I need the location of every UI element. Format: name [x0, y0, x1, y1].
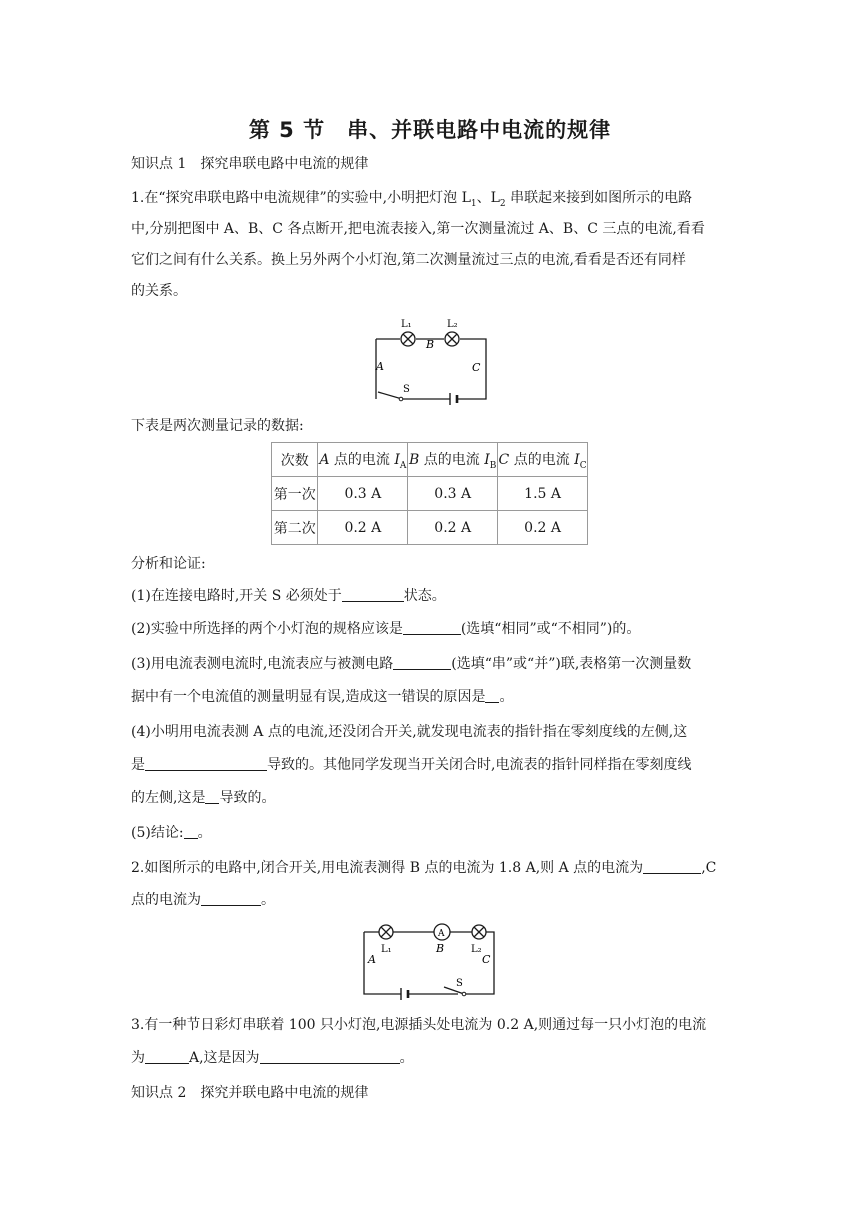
sub-question-3 — [131, 650, 731, 678]
fig1-label-B: B — [426, 338, 435, 351]
q3-text-b: 为 — [131, 1050, 145, 1066]
sq3-text-a: (3)用电流表测电流时,电流表应与被测电路 — [131, 656, 394, 672]
data-table — [271, 442, 588, 545]
sq3-text-b: (选填“串”或“并”)联,表格第一次测量数 — [451, 656, 692, 672]
sq5-text-b: 。 — [197, 825, 212, 841]
sq3-text-c: 据中有一个电流值的测量明显有误,造成这一错误的原因是 — [131, 689, 486, 705]
fig2-label-A: A — [368, 953, 376, 966]
fig1-label-A: A — [376, 360, 384, 373]
answer-blank[interactable] — [342, 586, 404, 602]
series-circuit-diagram-2 — [360, 918, 500, 1000]
header-sub-b: B — [489, 460, 497, 471]
table-cell: 第二次 — [272, 511, 318, 545]
fig1-label-S: S — [403, 384, 410, 395]
page-title: 第 5 节 串、并联电路中电流的规律 — [248, 118, 612, 142]
table-cell: 0.3 A — [318, 477, 408, 511]
sq4-text-e: 导致的。 — [219, 790, 276, 806]
q2-text-b: ,C — [701, 860, 717, 876]
sub-question-4-cont2 — [131, 784, 731, 812]
answer-blank[interactable] — [260, 1048, 400, 1064]
answer-blank[interactable] — [145, 755, 267, 771]
table-header-cell: 次数 — [272, 443, 318, 477]
table-cell: 第一次 — [272, 477, 318, 511]
fig1-label-L1: L₁ — [401, 319, 412, 330]
sub-question-1 — [131, 582, 731, 610]
answer-blank[interactable] — [393, 654, 451, 670]
table-row — [272, 511, 588, 545]
table-header-cell: C 点的电流 $I_C$ — [498, 443, 588, 477]
sq4-text-c: 导致的。其他同学发现当开关闭合时,电流表的指针同样指在零刻度线 — [267, 757, 692, 773]
table-cell: 1.5 A — [498, 477, 588, 511]
analysis-heading: 分析和论证: — [131, 556, 206, 572]
sq4-text-b: 是 — [131, 757, 145, 773]
sq1-text-b: 状态。 — [403, 588, 446, 604]
answer-blank[interactable] — [643, 858, 701, 874]
sq3-text-d: 。 — [499, 689, 514, 705]
q1-text-c: 串联起来接到如图所示的电路 — [505, 190, 693, 206]
q1-line-4: 的关系。 — [131, 283, 187, 299]
section-heading-2: 知识点 2 探究并联电路中电流的规律 — [131, 1085, 369, 1101]
q3-line-1: 3.有一种节日彩灯串联着 100 只小灯泡,电源插头处电流为 0.2 A,则通过每一只小灯泡的电流 — [131, 1017, 707, 1033]
sq4-text-d: 的左侧,这是 — [131, 790, 206, 806]
answer-blank[interactable] — [485, 687, 499, 703]
table-cell: 0.2 A — [318, 511, 408, 545]
fig2-label-S: S — [456, 978, 463, 989]
q3-line-2 — [131, 1044, 731, 1072]
ammeter-symbol: A — [438, 929, 445, 939]
fig2-label-C: C — [482, 953, 491, 966]
q1-line-2: 中,分别把图中 A、B、C 各点断开,把电流表接入,第一次测量流过 A、B、C 三点的电流,看看 — [131, 221, 705, 237]
q2-text-a: 2.如图所示的电路中,闭合开关,用电流表测得 B 点的电流为 1.8 A,则 A 点的电流为 — [131, 860, 644, 876]
q3-text-c: A,这是因为 — [189, 1050, 260, 1066]
answer-blank[interactable] — [201, 890, 261, 906]
table-row — [272, 477, 588, 511]
q1-line-3: 它们之间有什么关系。换上另外两个小灯泡,第二次测量流过三点的电流,看看是否还有同样 — [131, 252, 686, 268]
table-cell: 0.2 A — [408, 511, 498, 545]
q2-text-c: 点的电流为 — [131, 892, 201, 908]
table-intro: 下表是两次测量记录的数据: — [131, 418, 304, 434]
q1-sub-1: 1 — [470, 198, 477, 209]
fig1-label-C: C — [472, 361, 481, 374]
answer-blank[interactable] — [145, 1048, 189, 1064]
answer-blank[interactable] — [184, 823, 198, 839]
q3-text-d: 。 — [399, 1050, 414, 1066]
answer-blank[interactable] — [205, 788, 219, 804]
sub-question-2 — [131, 615, 731, 643]
sub-question-4-cont — [131, 751, 731, 779]
section-heading-1: 知识点 1 探究串联电路中电流的规律 — [131, 156, 369, 172]
fig2-label-L2: L₂ — [471, 944, 482, 955]
table-header-row — [272, 443, 588, 477]
table-cell: 0.3 A — [408, 477, 498, 511]
sub-question-3-cont — [131, 683, 731, 711]
q1-text-a: 1.在“探究串联电路中电流规律”的实验中,小明把灯泡 L — [131, 190, 471, 206]
sub-question-5 — [131, 819, 731, 847]
sq2-text-b: (选填“相同”或“不相同”)的。 — [460, 621, 641, 637]
sq1-text-a: (1)在连接电路时,开关 S 必须处于 — [131, 588, 342, 604]
table-header-cell: B 点的电流 $I_B$ — [408, 443, 498, 477]
fig2-label-L1: L₁ — [381, 944, 392, 955]
q1-line-1 — [131, 184, 731, 218]
answer-blank[interactable] — [403, 619, 461, 635]
table-header-cell: A 点的电流 $I_A$ — [318, 443, 408, 477]
header-sub-c: C — [579, 460, 587, 471]
q2-line-1 — [131, 854, 731, 882]
sq5-text-a: (5)结论: — [131, 825, 184, 841]
fig2-label-B: B — [436, 942, 445, 955]
table-cell: 0.2 A — [498, 511, 588, 545]
q1-sub-2: 2 — [499, 198, 506, 209]
sq2-text-a: (2)实验中所选择的两个小灯泡的规格应该是 — [131, 621, 403, 637]
series-circuit-diagram-1 — [368, 315, 496, 407]
fig1-label-L2: L₂ — [447, 319, 458, 330]
q2-line-2 — [131, 886, 731, 914]
sub-question-4: (4)小明用电流表测 A 点的电流,还没闭合开关,就发现电流表的指针指在零刻度线的左侧,这 — [131, 724, 688, 740]
header-sub-a: A — [399, 460, 407, 471]
q2-text-d: 。 — [261, 892, 275, 908]
q1-text-b: 、L — [476, 190, 500, 206]
